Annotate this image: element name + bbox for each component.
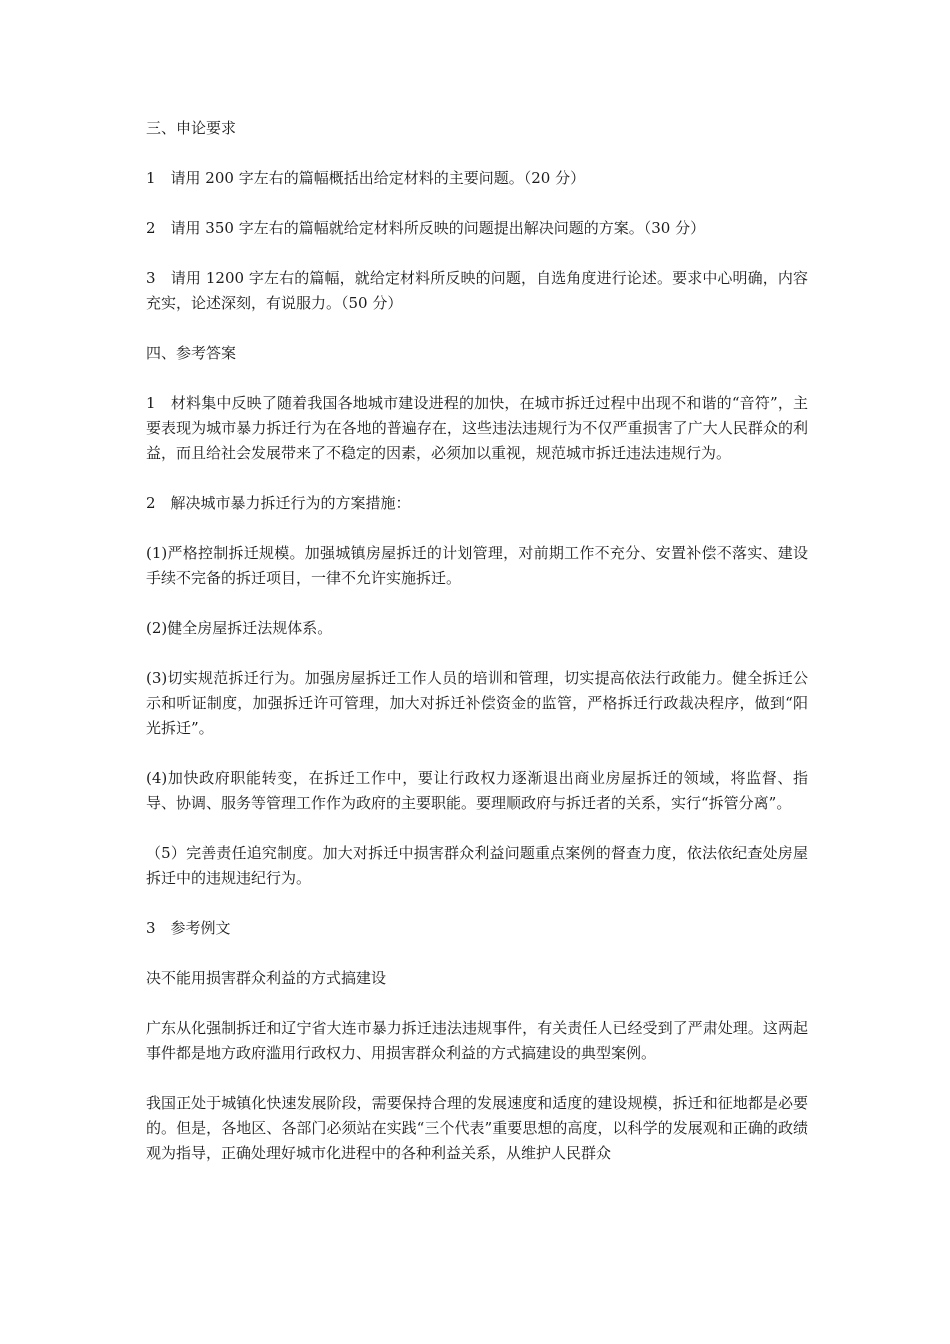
- measure-item-2: (2)健全房屋拆迁法规体系。: [146, 619, 333, 637]
- sample-essay-paragraph: 广东从化强制拆迁和辽宁省大连市暴力拆迁违法违规事件，有关责任人已经受到了严肃处理。这两起事件都是地方政府滥用行政权力、用损害群众利益的方式搞建设的典型案例。: [146, 1019, 808, 1062]
- requirement-item-1: 1 请用 200 字左右的篇幅概括出给定材料的主要问题。（20 分）: [146, 169, 586, 187]
- section-heading-essay-requirements: 三、申论要求: [146, 119, 237, 137]
- section-heading-reference-answers: 四、参考答案: [146, 344, 237, 362]
- sample-essay-title: 决不能用损害群众利益的方式搞建设: [146, 969, 387, 987]
- sample-essay-paragraph: 我国正处于城镇化快速发展阶段，需要保持合理的发展速度和适度的建设规模，拆迁和征地都是必要的。但是，各地区、各部门必须站在实践“三个代表”重要思想的高度，以科学的发展观和正确的政绩观为指导，正确处理好城市化进程中的各种利益关系，从维护人民群众: [146, 1094, 808, 1162]
- answer-item-2-heading: 2 解决城市暴力拆迁行为的方案措施：: [146, 494, 411, 512]
- measure-item-1: (1)严格控制拆迁规模。加强城镇房屋拆迁的计划管理，对前期工作不充分、安置补偿不落实、建设手续不完备的拆迁项目，一律不允许实施拆迁。: [146, 544, 808, 587]
- measure-item-3: (3)切实规范拆迁行为。加强房屋拆迁工作人员的培训和管理，切实提高依法行政能力。健全拆迁公示和听证制度，加强拆迁许可管理，加大对拆迁补偿资金的监管，严格拆迁行政裁决程序，做到“阳光拆迁”。: [146, 669, 808, 737]
- document-body: [146, 116, 808, 1191]
- answer-item-1: 1 材料集中反映了随着我国各地城市建设进程的加快，在城市拆迁过程中出现不和谐的“音符”，主要表现为城市暴力拆迁行为在各地的普遍存在，这些违法违规行为不仅严重损害了广大人民群众的利益，而且给社会发展带来了不稳定的因素，必须加以重视，规范城市拆迁违法违规行为。: [146, 394, 808, 462]
- requirement-item-2: 2 请用 350 字左右的篇幅就给定材料所反映的问题提出解决问题的方案。（30 分）: [146, 219, 706, 237]
- measure-item-5: （5）完善责任追究制度。加大对拆迁中损害群众利益问题重点案例的督查力度，依法依纪查处房屋拆迁中的违规违纪行为。: [146, 844, 808, 887]
- answer-item-3-heading: 3 参考例文: [146, 919, 231, 937]
- requirement-item-3: 3 请用 1200 字左右的篇幅，就给定材料所反映的问题，自选角度进行论述。要求中心明确，内容充实，论述深刻，有说服力。（50 分）: [146, 269, 808, 312]
- measure-item-4: (4)加快政府职能转变，在拆迁工作中，要让行政权力逐渐退出商业房屋拆迁的领域，将监督、指导、协调、服务等管理工作作为政府的主要职能。要理顺政府与拆迁者的关系，实行“拆管分离”。: [146, 769, 808, 812]
